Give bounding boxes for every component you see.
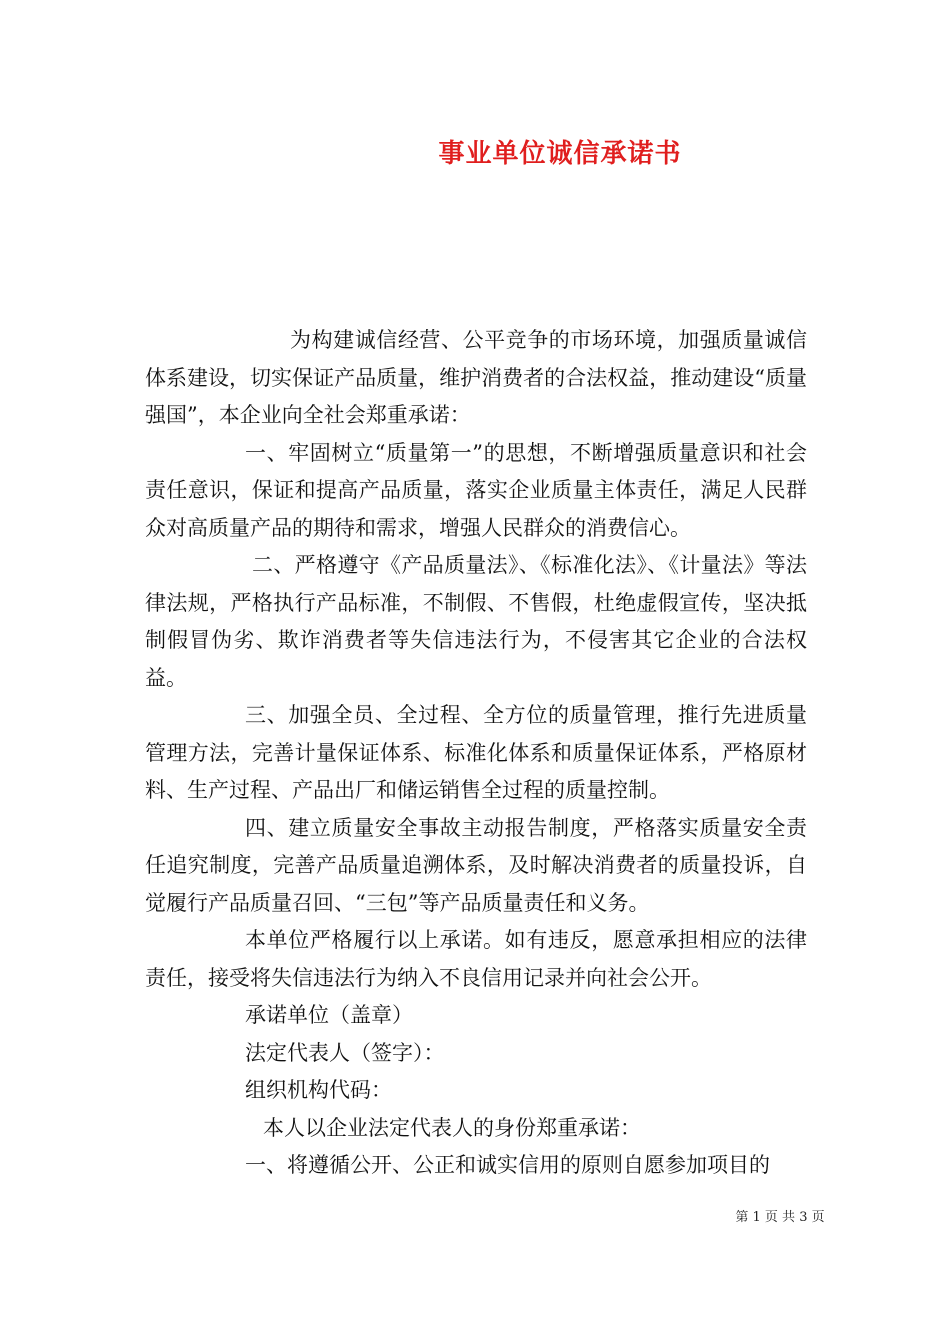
personal-pledge-heading: 本人以企业法定代表人的身份郑重承诺： (263, 1115, 641, 1140)
signature-unit: 承诺单位（盖章） (245, 1003, 413, 1027)
commitment-paragraph-1: 一、牢固树立“质量第一”的思想，不断增强质量意识和社会责任意识，保证和提高产品质量，落实企业质量主体责任，满足人民群众对高质量产品的期待和需求，增强人民群众的消费信心。 (145, 440, 807, 540)
signature-representative: 法定代表人（签字）： (245, 1040, 445, 1065)
document-title: 事业单位诚信承诺书 (438, 139, 682, 169)
document-body (145, 322, 807, 1185)
page-number: 第 1 页 共 3 页 (735, 1210, 825, 1225)
intro-paragraph: 为构建诚信经营、公平竞争的市场环境，加强质量诚信体系建设，切实保证产品质量，维护消费者的合法权益，推动建设“质量强国”，本企业向全社会郑重承诺： (145, 328, 807, 427)
pledge-item-1: 一、将遵循公开、公正和诚实信用的原则自愿参加项目的 (245, 1153, 770, 1177)
commitment-paragraph-2: 二、严格遵守《产品质量法》、《标准化法》、《计量法》等法律法规，严格执行产品标准，不制假、不售假，杜绝虚假宣传，坚决抵制假冒伪劣、欺诈消费者等失信违法行为，不侵害其它企业的合法权益。 (145, 553, 807, 690)
commitment-paragraph-4: 四、建立质量安全事故主动报告制度，严格落实质量安全责任追究制度，完善产品质量追溯体系，及时解决消费者的质量投诉，自觉履行产品质量召回、“三包”等产品质量责任和义务。 (145, 815, 807, 915)
signature-org-code: 组织机构代码： (245, 1078, 392, 1102)
closing-paragraph: 本单位严格履行以上承诺。如有违反，愿意承担相应的法律责任，接受将失信违法行为纳入不良信用记录并向社会公开。 (145, 928, 807, 990)
commitment-paragraph-3: 三、加强全员、全过程、全方位的质量管理，推行先进质量管理方法，完善计量保证体系、标准化体系和质量保证体系，严格原材料、生产过程、产品出厂和储运销售全过程的质量控制。 (145, 703, 807, 802)
